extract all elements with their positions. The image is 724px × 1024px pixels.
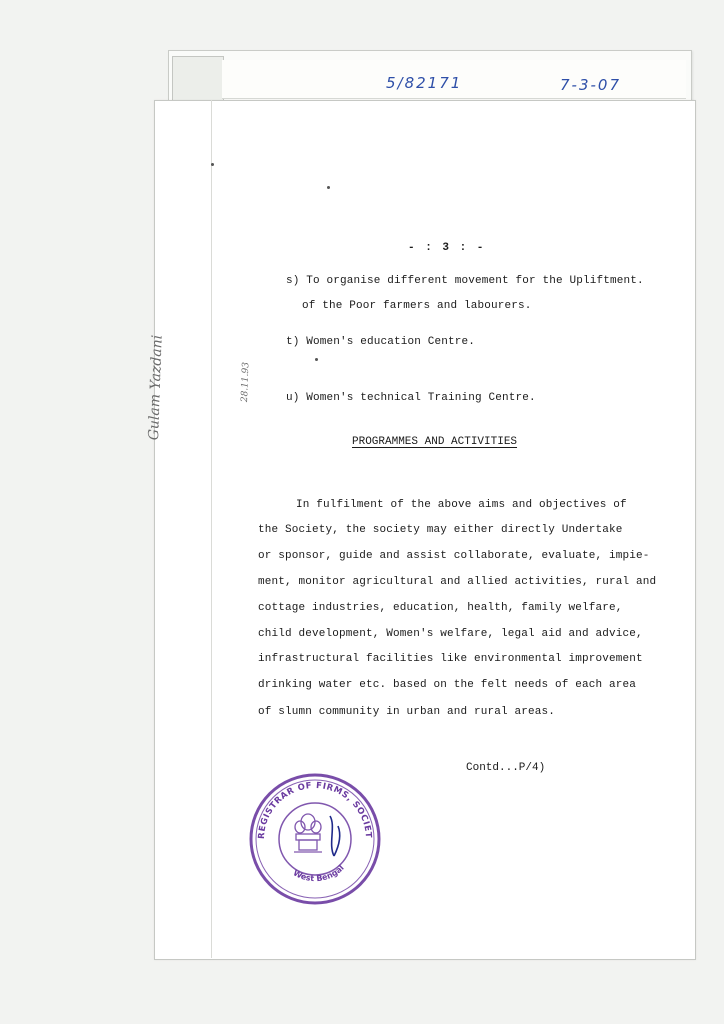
paragraph-line: In fulfilment of the above aims and objectives of (296, 499, 627, 511)
continuation-note: Contd...P/4) (466, 762, 546, 774)
paragraph-line: drinking water etc. based on the felt needs of each area (258, 679, 637, 691)
section-heading: PROGRAMMES AND ACTIVITIES (352, 436, 518, 448)
seal-stamp-graphic (246, 770, 384, 908)
item-t: t) Women's education Centre. (286, 336, 476, 348)
item-s-line2: of the Poor farmers and labourers. (302, 300, 532, 312)
svg-text:West Bengal (292, 863, 346, 883)
paragraph-line: child development, Women's welfare, legal aid and advice, (258, 628, 643, 640)
paragraph-line: cottage industries, education, health, family welfare, (258, 602, 623, 614)
ink-speck (327, 186, 330, 189)
ink-initial-icon (330, 816, 340, 856)
file-number: 5/82171 (386, 74, 463, 92)
ink-speck (211, 163, 214, 166)
paragraph-line: the Society, the society may either directly Undertake (258, 524, 623, 536)
seal-bottom-text: West Bengal (291, 863, 346, 884)
paragraph-line: infrastructural facilities like environmental improvement (258, 653, 643, 665)
item-u: u) Women's technical Training Centre. (286, 392, 536, 404)
margin-date: 28.11.93 (240, 361, 252, 403)
registrar-seal-stamp (246, 770, 384, 908)
page-number: - : 3 : - (408, 242, 486, 254)
item-s-line1: s) To organise different movement for the Upliftment. (286, 275, 644, 287)
emblem-icon (294, 814, 322, 852)
ink-speck (315, 358, 318, 361)
paragraph-line: ment, monitor agricultural and allied activities, rural and (258, 576, 657, 588)
paragraph-line: of slumn community in urban and rural areas. (258, 706, 556, 718)
paragraph-line: or sponsor, guide and assist collaborate, evaluate, impie- (258, 550, 650, 562)
binding-line (211, 100, 212, 958)
margin-signature: Gulam Yazdani (146, 334, 166, 441)
paper-clip-edge (172, 56, 224, 104)
seal-outer-text: REGISTRAR OF FIRMS, SOCIET (256, 780, 374, 840)
file-date: 7-3-07 (560, 76, 621, 94)
